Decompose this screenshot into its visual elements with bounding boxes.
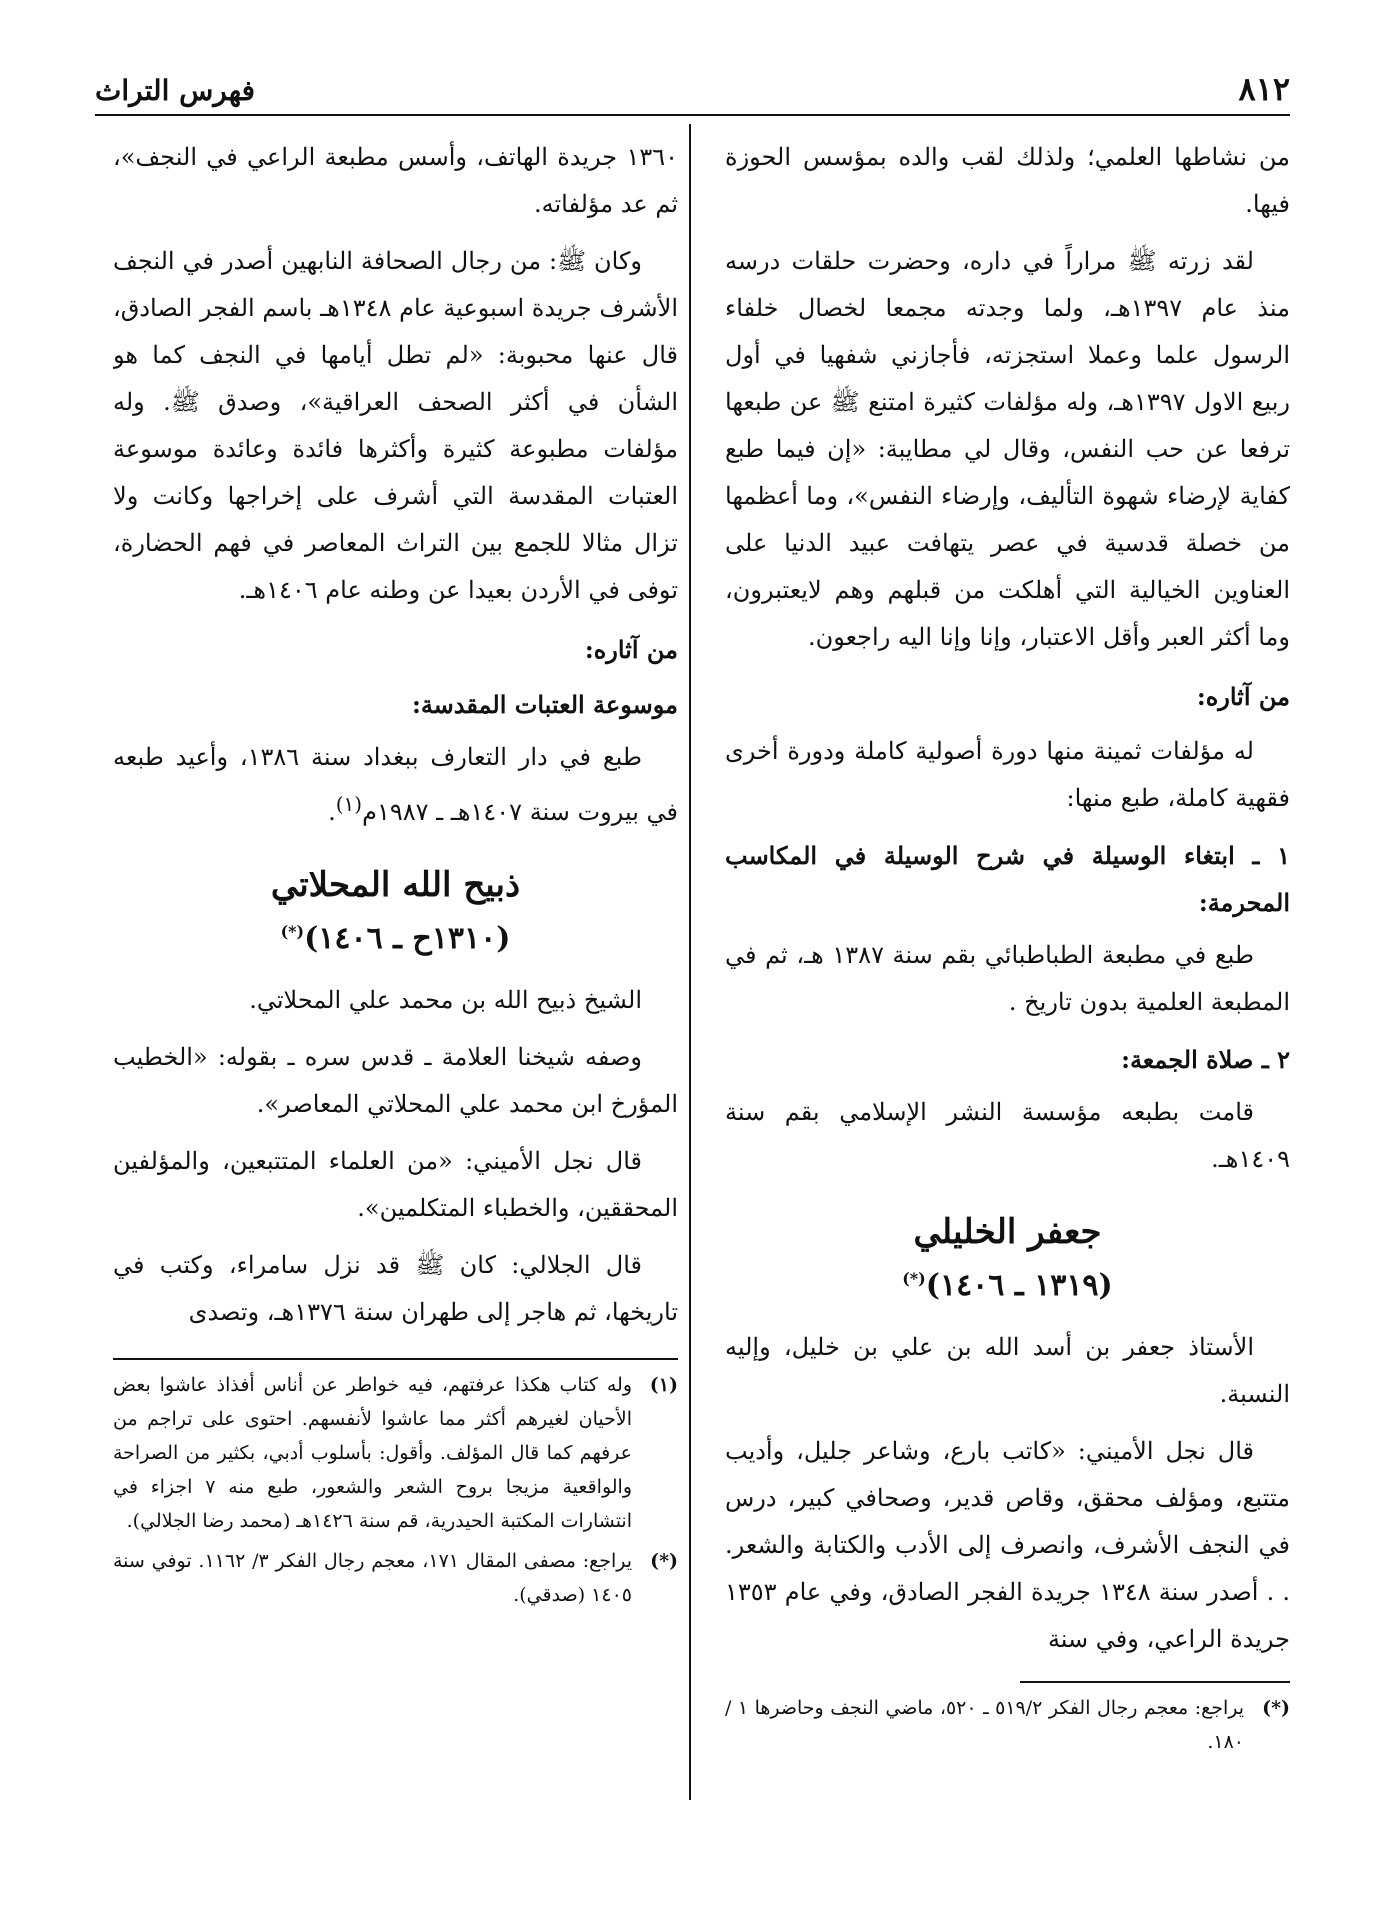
column-divider — [689, 124, 691, 1800]
footnote-marker: (*) — [650, 1550, 678, 1572]
works-heading: من آثاره: — [584, 635, 678, 664]
dates-text: (١٣١٩ ـ ١٤٠٦) — [925, 1268, 1113, 1303]
footnote-separator — [113, 1358, 678, 1360]
paragraph: الشيخ ذبيح الله بن محمد علي المحلاتي. — [249, 986, 642, 1014]
footnote — [113, 1368, 678, 1538]
work-description-text: طبع في دار التعارف ببغداد سنة ١٣٨٦، وأعيد طبعه في بيروت سنة ١٤٠٧هـ ـ ١٩٨٧م — [113, 743, 678, 826]
works-heading: من آثاره: — [1196, 682, 1290, 711]
work-description: قامت بطبعه مؤسسة النشر الإسلامي بقم سنة ١٤٠٩هـ. — [725, 1098, 1290, 1173]
work-title: ١ ـ ابتغاء الوسيلة في شرح الوسيلة في المكاسب المحرمة: — [725, 841, 1290, 917]
footnote-ref: (١) — [335, 792, 363, 816]
right-column — [725, 134, 1290, 1784]
footnote-text: وله كتاب هكذا عرفتهم، فيه خواطر عن أناس أفذاذ عاشوا بعض الأحيان لغيرهم أكثر مما عاشوا لأنفسهم. احتوى على تراجم من عرفهم كما قال المؤلف. وأقول: بأسلوب أدبي، بكثير من الصراحة والواقعية مزيجا بروح الشعر والشعور، طبع منه ٧ اجزاء في انتشارات المكتبة الحيدرية، قم سنة ١٤٢٦هـ (محمد رضا الجلالي). — [113, 1374, 633, 1532]
page-number: ٨١٢ — [1238, 70, 1290, 108]
footnote-marker: (١) — [649, 1374, 678, 1396]
header-rule — [95, 114, 1290, 116]
footnote-separator — [1020, 1681, 1290, 1683]
biography-name: ذبيح الله المحلاتي — [270, 865, 521, 905]
footnote-text: يراجع: معجم رجال الفكر ٥١٩/٢ ـ ٥٢٠، ماضي النجف وحاضرها ١ / ١٨٠. — [725, 1697, 1244, 1753]
work-description: طبع في دار التعارف ببغداد سنة ١٣٨٦، وأعيد طبعه في بيروت سنة ١٤٠٧هـ ـ ١٩٨٧م$^{(١)}$. — [113, 743, 678, 826]
paragraph: قال الجلالي: كان ﷺ قد نزل سامراء، وكتب في تاريخها، ثم هاجر إلى طهران سنة ١٣٧٦هـ، وتصدى — [113, 1251, 678, 1326]
biography-dates — [113, 910, 678, 961]
footnote — [113, 1544, 678, 1612]
paragraph: قال نجل الأميني: «كاتب بارع، وشاعر جليل، وأديب متتبع، ومؤلف محقق، وقاص قدير، وصحافي كبير، درس في النجف الأشرف، وانصرف إلى الأدب والكتابة والشعر. . . أصدر سنة ١٣٤٨ جريدة الفجر الصادق، وفي عام ١٣٥٣ جريدة الراعي، وفي سنة — [725, 1437, 1290, 1653]
paragraph: لقد زرته ﷺ مراراً في داره، وحضرت حلقات درسه منذ عام ١٣٩٧هـ، ولما وجدته مجمعا لخصال خلفاء الرسول علما وعملا استجزته، فأجازني شفهيا في أول ربيع الاول ١٣٩٧هـ، وله مؤلفات كثيرة امتنع ﷺ عن طبعها ترفعا عن حب النفس، وقال لي مطايبة: «إن فيما طبع كفاية لإرضاء شهوة التأليف، وإرضاء النفس»، وما أعظمها من خصلة قدسية في عصر يتهافت عبيد الدنيا على العناوين الخيالية التي أهلكت من قبلهم وهم لايعتبرون، وما أكثر العبر وأقل الاعتبار، وإنا وإنا اليه راجعون. — [725, 247, 1290, 651]
paragraph: الأستاذ جعفر بن أسد الله بن علي بن خليل، وإليه النسبة. — [725, 1333, 1290, 1408]
page-header — [95, 70, 1290, 114]
running-title: فهرس التراث — [95, 74, 256, 107]
paragraph: من نشاطها العلمي؛ ولذلك لقب والده بمؤسس الحوزة فيها. — [725, 143, 1290, 218]
paragraph: له مؤلفات ثمينة منها دورة أصولية كاملة ودورة أخرى فقهية كاملة، طبع منها: — [725, 737, 1290, 812]
work-title: ٢ ـ صلاة الجمعة: — [1121, 1045, 1290, 1074]
dates-text: (١٣١٠ح ـ ١٤٠٦) — [304, 921, 511, 956]
left-column — [113, 134, 678, 1784]
footnote-marker: (*) — [280, 922, 305, 941]
footnote — [725, 1691, 1290, 1759]
paragraph: ١٣٦٠ جريدة الهاتف، وأسس مطبعة الراعي في النجف»، ثم عد مؤلفاته. — [113, 143, 678, 218]
footnote-text: يراجع: مصفى المقال ١٧١، معجم رجال الفكر ٣/ ١١٦٢. توفي سنة ١٤٠٥ (صدقي). — [113, 1550, 632, 1606]
biography-name: جعفر الخليلي — [913, 1212, 1102, 1252]
paragraph: قال نجل الأميني: «من العلماء المتتبعين، والمؤلفين المحققين، والخطباء المتكلمين». — [113, 1147, 678, 1222]
work-title: موسوعة العتبات المقدسة: — [411, 690, 678, 719]
paragraph: وكان ﷺ: من رجال الصحافة النابهين أصدر في النجف الأشرف جريدة اسبوعية عام ١٣٤٨هـ باسم الفجر الصادق، قال عنها محبوبة: «لم تطل أيامها في النجف كما هو الشأن في أكثر الصحف العراقية»، وصدق ﷺ. وله مؤلفات مطبوعة كثيرة وأكثرها فائدة وعائدة موسوعة العتبات المقدسة التي أشرف على إخراجها وكانت ولا تزال مثالا للجمع بين التراث المعاصر في فهم الحضارة، توفى في الأردن بعيدا عن وطنه عام ١٤٠٦هـ. — [113, 247, 678, 604]
footnote-marker: (*) — [902, 1269, 926, 1288]
biography-dates — [725, 1257, 1290, 1308]
paragraph: وصفه شيخنا العلامة ـ قدس سره ـ بقوله: «الخطيب المؤرخ ابن محمد علي المحلاتي المعاصر». — [113, 1043, 678, 1118]
work-description: طبع في مطبعة الطباطبائي بقم سنة ١٣٨٧ هـ، ثم في المطبعة العلمية بدون تاريخ . — [725, 941, 1290, 1016]
footnote-marker: (*) — [1262, 1697, 1290, 1719]
